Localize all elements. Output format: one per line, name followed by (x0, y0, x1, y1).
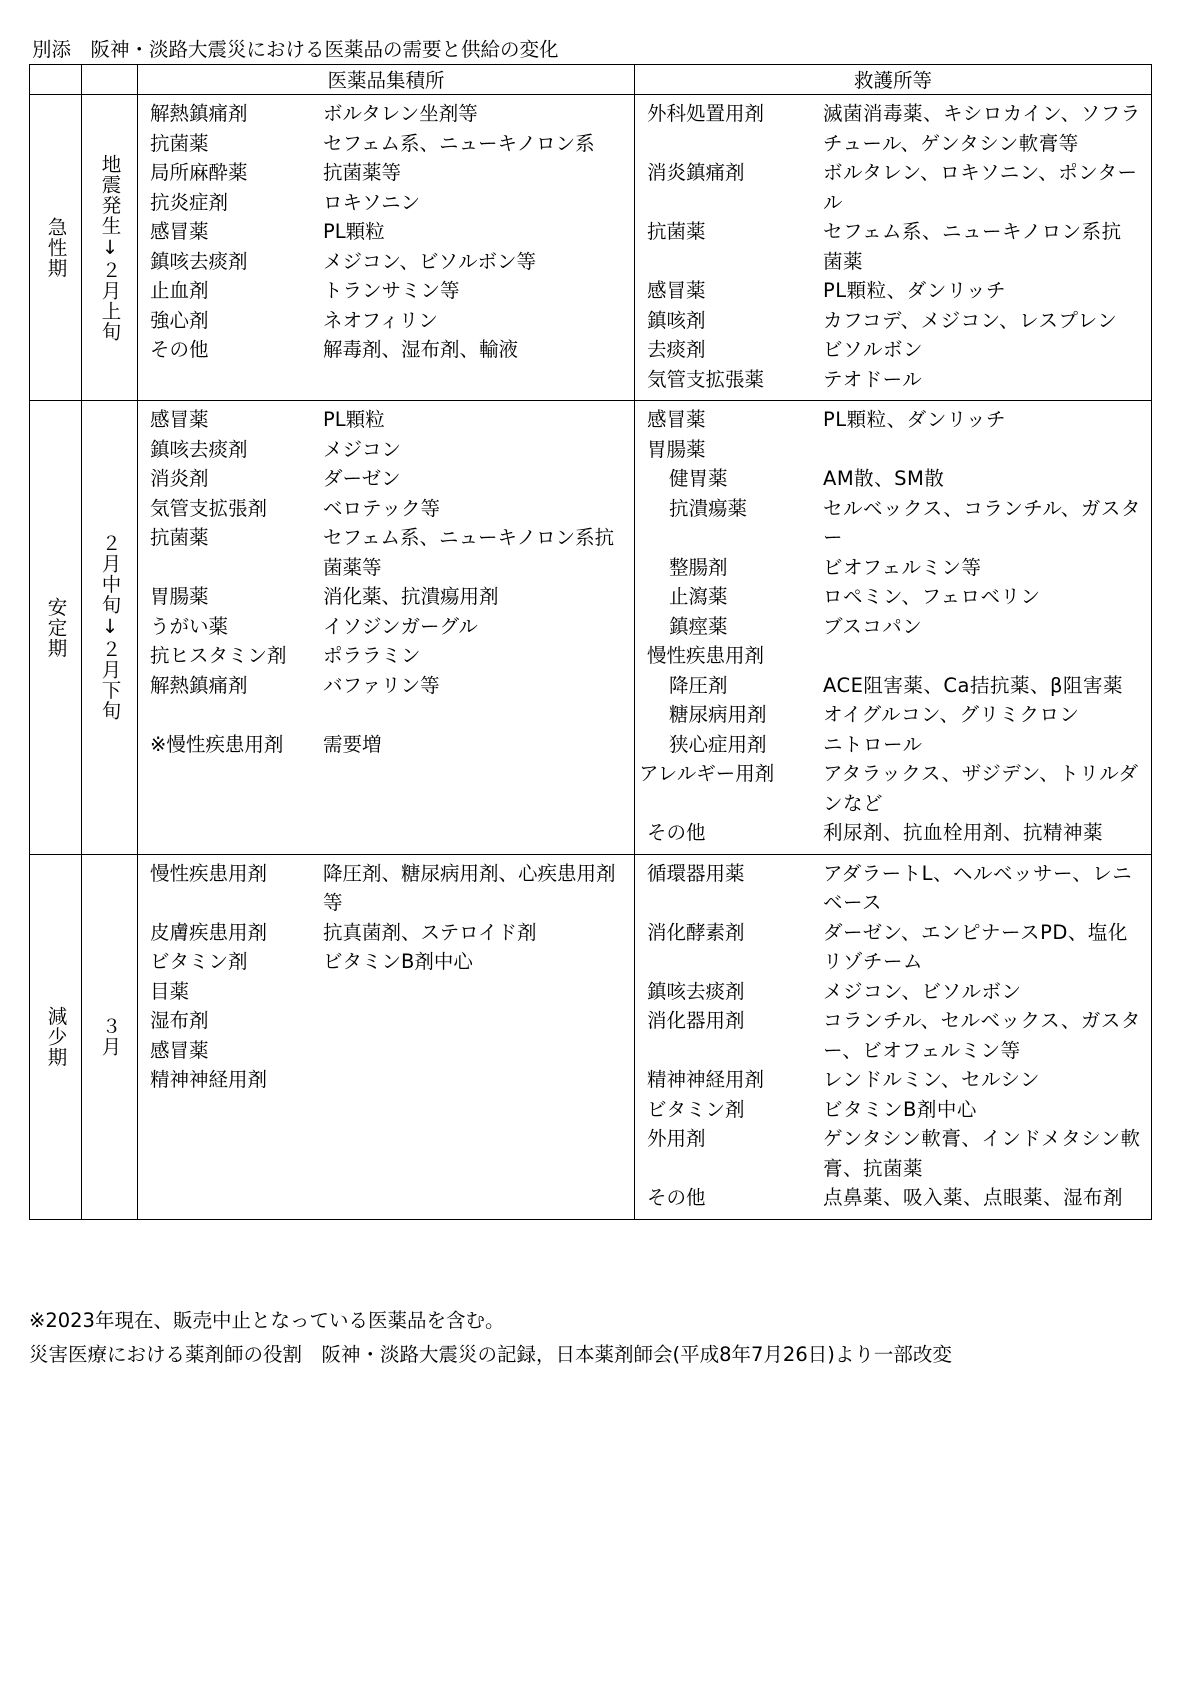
period-time: ３月 (98, 1016, 122, 1057)
footnote-source: 災害医療における薬剤師の役割 阪神・淡路大震災の記録，日本薬剤師会(平成8年7月26日)より一部改変 (29, 1343, 952, 1366)
list-item (635, 553, 1151, 583)
supply-cell (138, 401, 635, 855)
drug-items: カフコデ、メジコン、レスプレン (823, 308, 1118, 332)
drug-items: ポララミン (323, 644, 421, 667)
period-time-cell (82, 401, 138, 855)
drug-items: セフェム系、ニューキノロン系抗菌薬等 (323, 526, 615, 579)
period-name: 減少期 (44, 1005, 68, 1068)
drug-category: 外科処置用剤 (647, 102, 765, 125)
drug-category: 抗菌薬 (150, 526, 209, 549)
drug-items: ブスコパン (823, 614, 923, 638)
drug-items: レンドルミン、セルシン (823, 1068, 1040, 1091)
drug-items: 需要増 (323, 732, 382, 756)
drug-category: 外用剤 (647, 1127, 706, 1150)
list-item (138, 641, 634, 671)
drug-items: 滅菌消毒薬、キシロカイン、ソフラチュール、ゲンタシン軟膏等 (823, 102, 1141, 155)
drug-category: 強心剤 (150, 308, 209, 332)
list-item (635, 859, 1151, 918)
drug-items: AM散、SM散 (823, 467, 945, 490)
drug-items: オイグルコン、グリミクロン (823, 703, 1080, 726)
drug-category: 消炎鎮痛剤 (647, 161, 745, 184)
period-name: 安定期 (44, 596, 68, 658)
drug-items: バファリン等 (323, 673, 440, 697)
list-item (635, 1065, 1151, 1095)
list-item (635, 977, 1151, 1007)
drug-category: 糖尿病用剤 (669, 703, 767, 726)
drug-category: 鎮咳去痰剤 (150, 249, 248, 273)
list-item (635, 335, 1151, 365)
drug-category: 消炎剤 (150, 467, 209, 490)
relief-cell (635, 95, 1152, 401)
list-item (138, 730, 634, 760)
list-item (635, 700, 1151, 730)
list-item (138, 464, 634, 494)
drug-category: 降圧剤 (669, 673, 728, 697)
period-row (30, 854, 1152, 1219)
drug-category: 鎮咳剤 (647, 308, 706, 332)
list-item (138, 1065, 634, 1095)
drug-items: ロキソニン (323, 190, 421, 214)
drug-category: 健胃薬 (669, 467, 728, 490)
list-item (635, 918, 1151, 977)
drug-items: セルベックス、コランチル、ガスター (823, 496, 1141, 549)
list-item (138, 335, 634, 365)
drug-category: 局所麻酔薬 (150, 161, 248, 184)
period-row (30, 401, 1152, 855)
drug-category: 抗ヒスタミン剤 (150, 644, 287, 667)
medicine-table (29, 64, 1152, 1220)
drug-category: 感冒薬 (150, 1038, 209, 1062)
list-item (138, 188, 634, 218)
list-item (635, 276, 1151, 306)
drug-items: 抗真菌剤、ステロイド剤 (323, 920, 537, 944)
drug-items: メジコン、ビソルボン等 (323, 249, 536, 273)
drug-category: その他 (150, 338, 209, 361)
drug-items: テオドール (823, 367, 923, 391)
period-time-cell (82, 95, 138, 401)
drug-category: 鎮咳去痰剤 (647, 979, 745, 1003)
drug-category: その他 (647, 1186, 706, 1209)
drug-items: ネオフィリン (323, 308, 438, 332)
list-item (138, 918, 634, 948)
drug-category (138, 700, 323, 730)
period-row (30, 95, 1152, 401)
drug-category: 精神神経用剤 (150, 1068, 268, 1091)
drug-items: PL顆粒 (323, 220, 385, 243)
drug-items: PL顆粒、ダンリッチ (823, 279, 1007, 302)
drug-category: 慢性疾患用剤 (647, 644, 765, 667)
drug-category: 鎮咳去痰剤 (150, 437, 248, 461)
supply-cell (138, 95, 635, 401)
drug-items: トランサミン等 (323, 279, 460, 302)
list-item (138, 158, 634, 188)
drug-category: 感冒薬 (647, 279, 706, 302)
drug-category: 抗菌薬 (647, 220, 706, 243)
table-header-row (30, 65, 1152, 95)
drug-items: ビオフェルミン等 (823, 555, 982, 579)
drug-items: 解毒剤、湿布剤、輸液 (323, 338, 519, 361)
drug-category: 抗潰瘍薬 (669, 496, 748, 520)
list-item (138, 435, 634, 465)
list-item (635, 1183, 1151, 1213)
drug-items: メジコン、ビソルボン (823, 979, 1022, 1003)
drug-category: 気管支拡張剤 (150, 496, 268, 520)
list-item (635, 1006, 1151, 1065)
list-item (635, 582, 1151, 612)
drug-items: ゲンタシン軟膏、インドメタシン軟膏、抗菌薬 (823, 1127, 1141, 1180)
list-item (635, 818, 1151, 848)
list-item (138, 612, 634, 642)
footnote-discontinued: ※2023年現在、販売中止となっている医薬品を含む。 (29, 1309, 505, 1332)
drug-items: ビソルボン (823, 338, 924, 361)
drug-items: 抗菌薬等 (323, 161, 402, 184)
drug-category: 皮膚疾患用剤 (150, 920, 268, 944)
list-item (635, 671, 1151, 701)
period-name-cell (30, 401, 82, 855)
drug-category: ビタミン剤 (150, 950, 248, 973)
drug-category: 抗菌薬 (150, 131, 209, 155)
drug-items: PL顆粒、ダンリッチ (823, 408, 1007, 431)
drug-category: 循環器用薬 (647, 861, 745, 885)
page-title: 別添 阪神・淡路大震災における医薬品の需要と供給の変化 (32, 38, 559, 61)
drug-items: PL顆粒 (323, 408, 385, 431)
list-item (138, 1036, 634, 1066)
list-item (635, 612, 1151, 642)
drug-items: ダーゼン、エンピナースPD、塩化リゾチーム (823, 920, 1128, 973)
drug-category: 解熱鎮痛剤 (150, 102, 248, 125)
drug-category: 整腸剤 (669, 555, 728, 579)
drug-items: ビタミンB剤中心 (323, 950, 473, 973)
period-name-cell (30, 854, 82, 1219)
list-item (635, 217, 1151, 276)
drug-category: 慢性疾患用剤 (150, 861, 268, 885)
drug-category: ビタミン剤 (647, 1097, 745, 1121)
list-item (138, 977, 634, 1007)
list-item (635, 158, 1151, 217)
header-relief: 救護所等 (635, 65, 1152, 95)
drug-category: その他 (647, 821, 706, 844)
period-time: ２月中旬↓２月下旬 (98, 533, 122, 722)
drug-items: イソジンガーグル (323, 614, 478, 638)
list-item (138, 494, 634, 524)
list-item (138, 859, 634, 918)
drug-items: 点鼻薬、吸入薬、点眼薬、湿布剤 (823, 1186, 1124, 1209)
drug-items: ACE阻害薬、Ca拮抗薬、β阻害薬 (823, 673, 1123, 697)
drug-category: 感冒薬 (647, 408, 706, 431)
list-item (138, 217, 634, 247)
list-item (138, 1006, 634, 1036)
relief-cell (635, 854, 1152, 1219)
drug-items: 消化薬、抗潰瘍用剤 (323, 585, 499, 608)
drug-category: 抗炎症剤 (150, 190, 229, 214)
drug-category: アレルギー用剤 (639, 762, 775, 785)
period-time-cell (82, 854, 138, 1219)
list-item (635, 99, 1151, 158)
drug-category: ※慢性疾患用剤 (150, 732, 284, 756)
drug-items: アタラックス、ザジデン、トリルダンなど (823, 762, 1139, 815)
drug-category: 止瀉薬 (669, 585, 728, 608)
drug-category: 胃腸薬 (647, 437, 706, 461)
drug-items: ボルタレン坐剤等 (323, 102, 478, 125)
list-item (635, 365, 1151, 395)
drug-category: 精神神経用剤 (647, 1068, 765, 1091)
list-item (138, 306, 634, 336)
list-item (138, 405, 634, 435)
period-name: 急性期 (44, 216, 68, 279)
list-item (635, 730, 1151, 760)
drug-items: ロペミン、フェロベリン (823, 585, 1041, 608)
drug-category: 消化器用剤 (647, 1009, 745, 1032)
drug-items: セフェム系、ニューキノロン系 (323, 131, 595, 155)
list-item (138, 671, 634, 701)
list-item (138, 99, 634, 129)
drug-items: 降圧剤、糖尿病用剤、心疾患用剤等 (323, 861, 616, 914)
drug-category: 解熱鎮痛剤 (150, 673, 248, 697)
drug-category: 止血剤 (150, 279, 209, 302)
list-item (138, 947, 634, 977)
header-supply: 医薬品集積所 (138, 65, 635, 95)
header-blank-period (30, 65, 82, 95)
drug-items: コランチル、セルベックス、ガスター、ビオフェルミン等 (823, 1009, 1141, 1062)
list-item (138, 276, 634, 306)
list-item (138, 247, 634, 277)
list-item (138, 582, 634, 612)
drug-category: 感冒薬 (150, 408, 209, 431)
list-item (635, 494, 1151, 553)
drug-category: 去痰剤 (647, 338, 706, 361)
drug-items: アダラートL、ヘルベッサー、レニベース (823, 861, 1133, 914)
supply-cell (138, 854, 635, 1219)
drug-category: 狭心症用剤 (669, 732, 767, 756)
drug-category: 気管支拡張薬 (647, 367, 765, 391)
list-item (138, 129, 634, 159)
drug-category: 目薬 (150, 979, 190, 1003)
list-item (635, 306, 1151, 336)
header-blank-time (82, 65, 138, 95)
list-item (635, 405, 1151, 435)
relief-cell (635, 401, 1152, 855)
list-item (635, 759, 1151, 818)
list-item (635, 464, 1151, 494)
list-item (138, 523, 634, 582)
list-item (635, 641, 1151, 671)
drug-items: 利尿剤、抗血栓用剤、抗精神薬 (823, 821, 1104, 844)
period-name-cell (30, 95, 82, 401)
drug-category: うがい薬 (150, 614, 229, 638)
period-time: 地震発生↓２月上旬 (98, 153, 122, 342)
list-item (138, 700, 634, 730)
drug-items: メジコン (323, 437, 402, 461)
drug-items: セフェム系、ニューキノロン系抗菌薬 (823, 220, 1122, 273)
drug-category: 消化酵素剤 (647, 920, 745, 944)
drug-category: 湿布剤 (150, 1009, 209, 1032)
drug-category: 胃腸薬 (150, 585, 209, 608)
list-item (635, 1095, 1151, 1125)
drug-items: ベロテック等 (323, 496, 441, 520)
list-item (635, 1124, 1151, 1183)
drug-category: 鎮痙薬 (669, 614, 728, 638)
drug-items: ダーゼン (323, 467, 401, 490)
list-item (635, 435, 1151, 465)
drug-items: ビタミンB剤中心 (823, 1097, 977, 1121)
drug-category: 感冒薬 (150, 220, 209, 243)
drug-items: ニトロール (823, 732, 923, 756)
drug-items: ボルタレン、ロキソニン、ポンタール (823, 161, 1138, 214)
